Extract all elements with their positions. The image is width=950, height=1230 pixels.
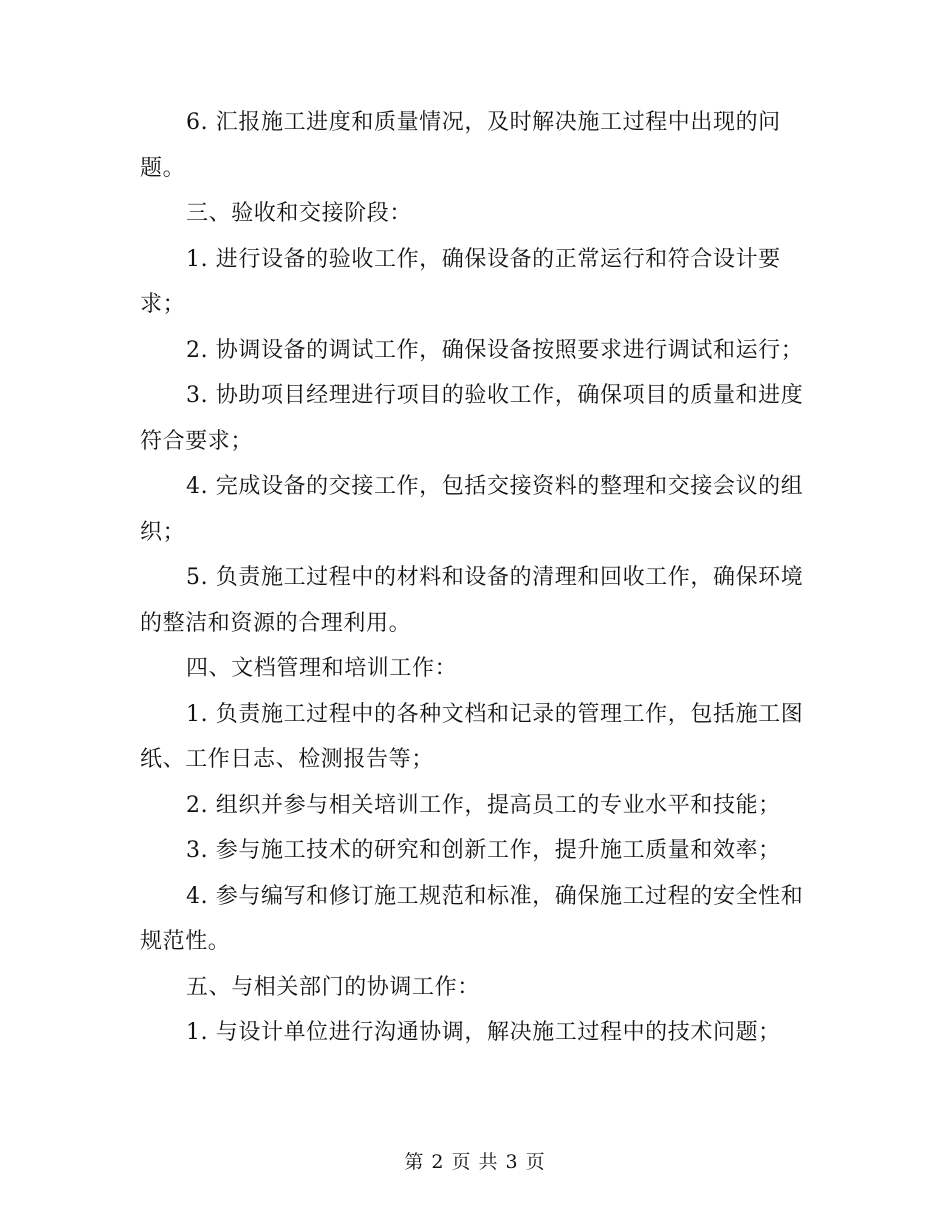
paragraph: 2. 组织并参与相关培训工作，提高员工的专业水平和技能； [186, 792, 781, 818]
paragraph: 4. 参与编写和修订施工规范和标准，确保施工过程的安全性和规范性。 [140, 883, 804, 954]
paragraph: 2. 协调设备的调试工作，确保设备按照要求进行调试和运行； [186, 337, 804, 363]
paragraph: 4. 完成设备的交接工作，包括交接资料的整理和交接会议的组织； [140, 474, 804, 545]
paragraph: 6. 汇报施工进度和质量情况，及时解决施工过程中出现的问题。 [140, 110, 781, 181]
paragraph: 1. 负责施工过程中的各种文档和记录的管理工作，包括施工图纸、工作日志、检测报告等； [140, 701, 804, 772]
paragraph: 5. 负责施工过程中的材料和设备的清理和回收工作，确保环境的整洁和资源的合理利用。 [140, 565, 804, 636]
page-number-footer: 第 2 页 共 3 页 [404, 1151, 546, 1173]
document-body [140, 100, 810, 1056]
paragraph: 3. 协助项目经理进行项目的验收工作，确保项目的质量和进度符合要求； [140, 383, 804, 454]
section-heading: 四、文档管理和培训工作： [186, 656, 458, 681]
paragraph: 1. 与设计单位进行沟通协调，解决施工过程中的技术问题； [186, 1020, 781, 1045]
paragraph: 1. 进行设备的验收工作，确保设备的正常运行和符合设计要求； [140, 246, 781, 317]
paragraph: 3. 参与施工技术的研究和创新工作，提升施工质量和效率； [186, 838, 781, 863]
section-heading: 五、与相关部门的协调工作： [186, 974, 480, 1000]
section-heading: 三、验收和交接阶段： [186, 201, 413, 226]
